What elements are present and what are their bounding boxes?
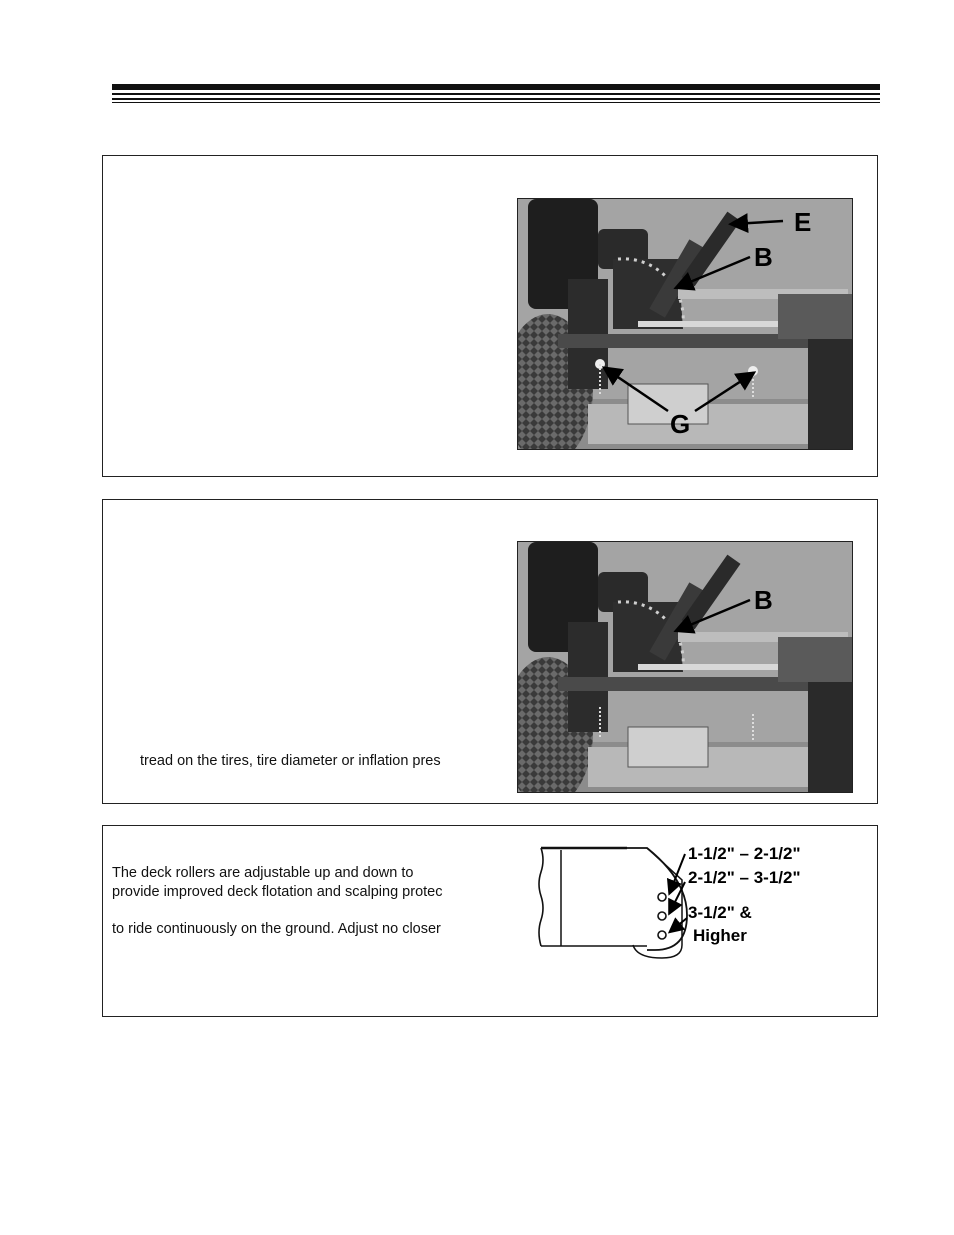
diagram-label-3: 3-1/2" & (688, 903, 752, 922)
roller-hole-top (658, 893, 666, 901)
diagram-label-4: Higher (693, 926, 747, 945)
panel-3-line-2: provide improved deck flotation and scalping protec (112, 884, 443, 900)
header-rule-thick (112, 84, 880, 90)
panel-3-line-3: to ride continuously on the ground. Adjust no closer (112, 921, 441, 937)
callout-g: G (670, 409, 691, 439)
panel-1 (102, 155, 878, 477)
panel-3-line-1: The deck rollers are adjustable up and down to (112, 865, 414, 881)
callout-b: B (754, 242, 773, 272)
panel-2-text-line: tread on the tires, tire diameter or inflation pres (140, 753, 441, 769)
panel-2 (102, 499, 878, 804)
header-rule-thin-2 (112, 98, 880, 100)
diagram-label-2: 2-1/2" – 3-1/2" (688, 868, 801, 887)
photo-2-illustration (518, 542, 853, 793)
roller-height-diagram (537, 840, 847, 960)
panel-3 (102, 825, 878, 1017)
header-rule-thin-3 (112, 102, 880, 103)
roller-hole-middle (658, 912, 666, 920)
callout-e: E (794, 207, 812, 237)
photo-height-adjust-full (517, 198, 853, 450)
photo-height-adjust-pin (517, 541, 853, 793)
header-rule-thin-1 (112, 93, 880, 95)
callout-b: B (754, 585, 773, 615)
photo-1-illustration (518, 199, 853, 450)
roller-hole-bottom (658, 931, 666, 939)
diagram-label-1: 1-1/2" – 2-1/2" (688, 844, 801, 863)
